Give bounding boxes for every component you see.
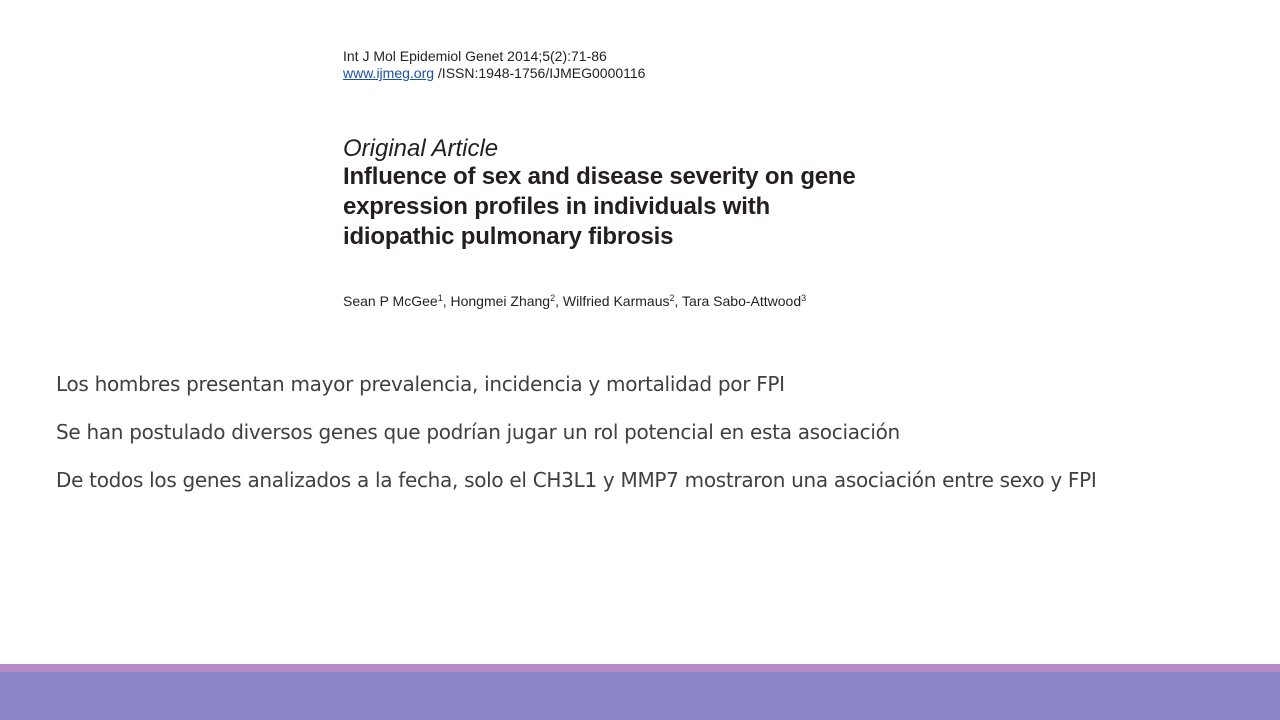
author-affiliation: 3 — [801, 293, 807, 303]
author-name: Wilfried Karmaus — [562, 293, 670, 309]
author-name: Tara Sabo-Attwood — [682, 293, 802, 309]
author-affiliation: 1 — [437, 293, 443, 303]
article-title: Influence of sex and disease severity on gene expression profiles in individuals with idiopathic pulmonary fibrosis — [343, 163, 856, 250]
author-list — [343, 292, 963, 310]
issn-text: /ISSN:1948-1756/IJMEG0000116 — [434, 65, 646, 81]
author-name: Sean P McGee — [343, 293, 438, 309]
footer-band — [0, 672, 1280, 720]
author-separator: , — [674, 293, 683, 309]
footer-accent-bar — [0, 664, 1280, 672]
key-point: Se han postulado diversos genes que podrían jugar un rol potencial en esta asociación — [56, 420, 900, 444]
key-point: De todos los genes analizados a la fecha, solo el CH3L1 y MMP7 mostraron una asociación entre sexo y FPI — [56, 468, 1097, 492]
author-affiliation: 2 — [669, 293, 675, 303]
author-affiliation: 2 — [550, 293, 556, 303]
journal-issn-line — [343, 65, 963, 82]
author-separator: , — [555, 293, 563, 309]
author-name: Hongmei Zhang — [450, 293, 551, 309]
key-point: Los hombres presentan mayor prevalencia, incidencia y mortalidad por FPI — [56, 372, 785, 396]
author-separator: , — [442, 293, 451, 309]
article-type: Original Article — [343, 135, 499, 162]
article-header-excerpt — [343, 48, 963, 309]
journal-website-link[interactable]: www.ijmeg.org — [343, 65, 435, 81]
key-points-list — [56, 368, 1256, 512]
journal-citation: Int J Mol Epidemiol Genet 2014;5(2):71-86 — [343, 48, 607, 64]
